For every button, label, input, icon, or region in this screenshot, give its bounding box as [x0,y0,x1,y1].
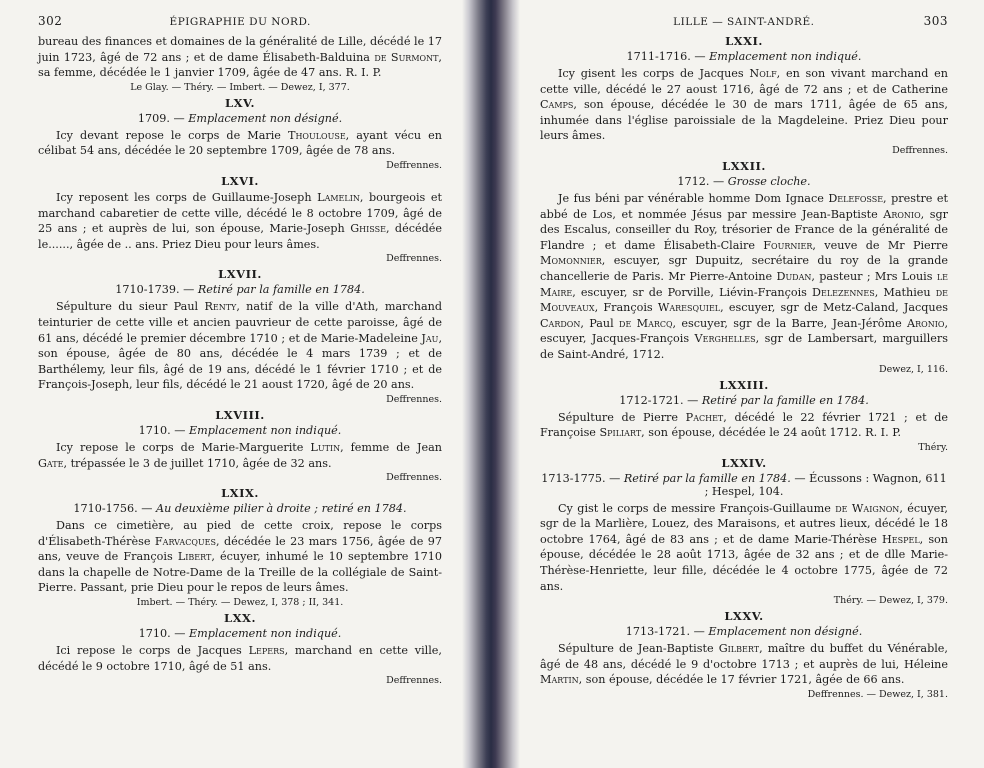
entry-source: Deffrennes. [386,472,442,484]
entry-lxxi [540,34,948,156]
entry-number: LXVIII. [215,407,265,422]
entry-source: Deffrennes. [386,253,442,265]
entry-source: Imbert. — Théry. — Dewez, I, 378 ; II, 341. [136,597,344,609]
entry-date: 1710-1739. — Retiré par la famille en 1784. [115,283,365,297]
entry-date: 1712-1721. — Retiré par la famille en 1784. [619,393,869,407]
entry-lxx [38,611,442,686]
entry-text: Sépulture de Jean-Baptiste Gilbert, maître du buffet du Vénérable, âgé de 48 ans, décédé le 9 d'octobre 1713 ; et auprès de lui, Héleine Martin, son épouse, décédée le 17 février 1721, âgée de 66 ans. [540,642,948,687]
entry-source: Dewez, I, 116. [879,363,948,375]
entry-source: Deffrennes. [386,393,442,405]
entry-source: Théry. [918,441,948,453]
entry-lxvii [38,267,442,405]
entry-date: 1713-1721. — Emplacement non désigné. [625,625,863,639]
right-page [512,0,984,768]
entry-lxvi [38,174,442,264]
source-note: Le Glay. — Théry. — Imbert. — Dewez, I, 377. [130,81,350,93]
entry-lxxiii [540,378,948,453]
entry-number: LXXV. [724,609,764,624]
entry-number: LXV. [225,95,255,110]
entry-number: LXX. [224,611,256,626]
entry-text: Dans ce cimetière, au pied de cette croix, repose le corps d'Élisabeth-Thérèse Farvacques, décédée le 23 mars 1756, âgée de 97 ans, veuve de François Libert, écuyer, inhumé le 10 septembre 1710 dans la chapelle de Notre-Dame de la Treille de la collégiale de Saint-Pierre. Passant, prie Dieu pour le repos de leurs âmes. [38,519,443,595]
page-number: 302 [38,14,63,28]
entry-text: Je fus béni par vénérable homme Dom Ignace Delefosse, prestre et abbé de Los, et nommée Jésus par messire Jean-Baptiste Aronio, sgr des Escalus, conseiller du Roy, trésorier de France de la généralité de Flandre ; et dame Élisabeth-Claire Fournier, veuve de Mr Pierre Momonnier, escuyer, sgr Dupuitz, secrétaire du roy de la grande chancellerie de Paris. Mr Pierre-Antoine Dudan, pasteur ; Mrs Louis le Maire, escuyer, sr de Porville, Liévin-François Delezennes, Mathieu de Mouveaux, François Waresquiel, escuyer, sgr de Metz-Caland, Jacques Cardon, Paul de Marcq, escuyer, sgr de la Barre, Jean-Jérôme Aronio, escuyer, Jacques-François Verghelles, sgr de Lambersart, marguillers de Saint-André, 1712. [540,191,949,361]
entry-lxv [38,96,442,171]
entry-number: LXVI. [221,173,259,188]
continued-paragraph: bureau des finances et domaines de la généralité de Lille, décédé le 17 juin 1723, âgé de 72 ans ; et de dame Élisabeth-Balduina de Surmont, sa femme, décédée le 1 janvier 1709, âgée de 47 ans. R. I. P. [38,35,442,80]
entry-lxviii [38,408,442,483]
entry-text: Icy gisent les corps de Jacques Nolf, en son vivant marchand en cette ville, décédé le 27 aoust 1716, âgé de 72 ans ; et de Catherine Camps, son épouse, décédée le 30 de mars 1711, âgée de 65 ans, inhumée dans l'église paroissiale de la Magdeleine. Priez Dieu pour leurs âmes. [540,67,948,143]
entry-date: 1710. — Emplacement non indiqué. [138,627,342,641]
left-running-head [38,14,442,28]
entry-number: LXXI. [725,34,763,48]
entry-lxxii [540,159,948,375]
entry-text: Icy devant repose le corps de Marie Thoulouse, ayant vécu en célibat 54 ans, décédée le 20 septembre 1709, âgée de 78 ans. [38,128,442,158]
entry-text: Sépulture du sieur Paul Renty, natif de la ville d'Ath, marchand teinturier de cette ville et ancien pauvrieur de cette paroisse, âgé de 61 ans, décédé le premier décembre 1710 ; et de Marie-Madeleine Jau, son épouse, âgée de 80 ans, décédée le 4 mars 1739 ; et de Barthélemy, leur fils, âgé de 19 ans, décédé le 1 février 1710 ; et de François-Joseph, leur fils, décédé le 21 aoust 1720, âgé de 20 ans. [38,300,442,392]
entry-date: 1710-1756. — Au deuxième pilier à droite ; retiré en 1784. [73,502,407,516]
left-page [0,0,470,768]
entry-source: Deffrennes. [386,159,442,171]
entry-text: Cy gist le corps de messire François-Guillaume de Waignon, écuyer, sgr de la Marlière, Louez, des Maraisons, et autres lieux, décédé le 18 octobre 1764, âgé de 83 ans ; et de dame Marie-Thérèse Hespel, son épouse, décédée le 28 août 1713, âgée de 32 ans ; et de dlle Marie-Thérèse-Henriette, leur fille, décédée le 4 octobre 1775, âgée de 72 ans. [540,501,948,593]
page-number: 303 [923,14,948,28]
entry-lxxv [540,609,948,700]
entry-lxix [38,486,442,608]
entry-source: Deffrennes. — Dewez, I, 381. [807,689,948,701]
entry-date: 1711-1716. — Emplacement non indiqué. [626,50,862,63]
entry-source: Théry. — Dewez, I, 379. [833,595,948,607]
entry-number: LXXIV. [721,455,767,470]
entry-source: Deffrennes. [892,144,948,156]
entry-number: LXXIII. [719,377,769,392]
running-title: ÉPIGRAPHIE DU NORD. [169,16,311,28]
entry-text: Ici repose le corps de Jacques Lepers, marchand en cette ville, décédé le 9 octobre 1710, âgé de 51 ans. [38,644,442,673]
entry-lxxiv [540,456,948,607]
entry-number: LXVII. [218,267,262,282]
entry-number: LXIX. [221,486,259,501]
entry-text: Icy reposent les corps de Guillaume-Joseph Lamelin, bourgeois et marchand cabaretier de cette ville, décédé le 8 octobre 1709, âgé de 25 ans ; et auprès de lui, son épouse, Marie-Joseph Ghisse, décédée le......, âgée de .. ans. Priez Dieu pour leurs âmes. [38,190,442,251]
entry-date: 1713-1775. — Retiré par la famille en 1784. — Écussons : Wagnon, 611 ; Hespel, 104. [541,471,947,498]
entry-date: 1710. — Emplacement non indiqué. [138,423,342,437]
entry-source: Deffrennes. [386,675,442,687]
entry-text: Icy repose le corps de Marie-Marguerite Lutin, femme de Jean Gate, trépassée le 3 de juillet 1710, âgée de 32 ans. [38,440,442,470]
running-title: LILLE — SAINT-ANDRÉ. [673,16,815,28]
right-running-head [540,14,948,28]
entry-number: LXXII. [722,158,766,173]
entry-date: 1709. — Emplacement non désigné. [137,111,343,125]
entry-date: 1712. — Grosse cloche. [677,174,811,188]
entry-text: Sépulture de Pierre Pachet, décédé le 22 février 1721 ; et de Françoise Spiliart, son épouse, décédée le 24 août 1712. R. I. P. [540,410,948,440]
